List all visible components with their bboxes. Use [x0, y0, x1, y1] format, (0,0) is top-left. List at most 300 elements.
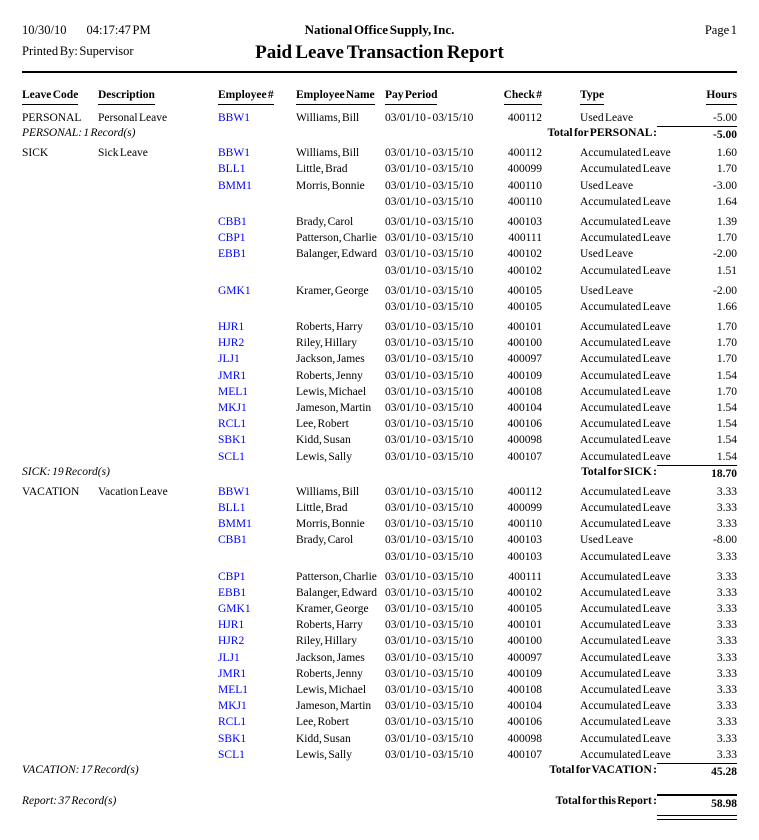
report-header: [22, 22, 737, 64]
employee-number-link[interactable]: CBP1: [218, 232, 246, 245]
description-cell: [98, 368, 218, 384]
hours-cell: 3.33: [716, 651, 737, 664]
col-header-employee-name: [296, 88, 385, 105]
check-number-cell: 400103: [507, 215, 542, 228]
employee-name-cell: Patterson, Charlie: [296, 232, 377, 245]
table-row: [22, 335, 737, 351]
description-cell: [98, 299, 218, 315]
employee-name-cell: Jameson, Martin: [296, 700, 372, 713]
leave-code-cell: [22, 335, 98, 351]
description-cell: [98, 351, 218, 367]
table-row: [22, 449, 737, 465]
pay-period-cell: 03/01/10 - 03/15/10: [385, 353, 474, 366]
description-cell: [98, 384, 218, 400]
employee-number-link[interactable]: SCL1: [218, 450, 245, 463]
section-record-count: SICK: 19 Record(s): [22, 465, 110, 478]
check-number-cell: 400101: [507, 619, 542, 632]
employee-number-link[interactable]: SBK1: [218, 732, 247, 745]
pay-period-cell: 03/01/10 - 03/15/10: [385, 215, 474, 228]
employee-name-cell: Lee, Robert: [296, 716, 349, 729]
leave-type-cell: Accumulated Leave: [580, 434, 671, 447]
description-cell: [98, 319, 218, 335]
pay-period-cell: 03/01/10 - 03/15/10: [385, 570, 474, 583]
report-total-row: [22, 794, 737, 820]
check-number-cell: 400106: [507, 418, 542, 431]
employee-name-cell: Williams, Bill: [296, 485, 360, 498]
leave-type-cell: Accumulated Leave: [580, 385, 671, 398]
leave-code-cell: [22, 432, 98, 448]
hours-cell: 1.70: [716, 385, 737, 398]
table-row: [22, 178, 737, 194]
employee-name-cell: Jameson, Martin: [296, 402, 372, 414]
check-number-cell: 400108: [507, 684, 542, 696]
leave-type-cell: Accumulated Leave: [580, 353, 671, 366]
pay-period-cell: 03/01/10 - 03/15/10: [385, 635, 474, 648]
employee-name-cell: Jackson, James: [296, 651, 365, 664]
check-number-cell: 400098: [507, 732, 542, 745]
description-cell: [98, 400, 218, 416]
check-number-cell: 400104: [507, 700, 542, 713]
employee-number-cell: [218, 549, 296, 565]
pay-period-cell: 03/01/10 - 03/15/10: [385, 112, 474, 124]
hours-cell: 3.33: [716, 700, 737, 713]
leave-code-cell: [22, 416, 98, 432]
employee-name-cell: Roberts, Harry: [296, 619, 363, 632]
employee-name-cell: Lewis, Sally: [296, 748, 352, 761]
leave-type-cell: Accumulated Leave: [580, 635, 671, 648]
check-number-cell: 400107: [507, 748, 542, 761]
hours-cell: 3.33: [716, 570, 737, 583]
hours-cell: -2.00: [713, 284, 737, 297]
employee-number-link[interactable]: GMK1: [218, 603, 251, 616]
check-number-cell: 400102: [507, 264, 542, 277]
check-number-cell: 400103: [507, 550, 542, 563]
employee-name-cell: Morris, Bonnie: [296, 518, 365, 531]
leave-type-cell: Used Leave: [580, 284, 634, 297]
table-row: [22, 601, 737, 617]
table-row: [22, 246, 737, 262]
table-row: [22, 368, 737, 384]
leave-type-cell: Accumulated Leave: [580, 716, 671, 729]
hours-cell: 3.33: [716, 716, 737, 729]
pay-period-cell: 03/01/10 - 03/15/10: [385, 450, 474, 463]
employee-name-cell: [296, 549, 385, 565]
leave-code-cell: [22, 351, 98, 367]
employee-number-link[interactable]: CBB1: [218, 215, 247, 228]
check-number-cell: 400111: [508, 232, 542, 245]
hours-cell: -8.00: [713, 534, 737, 547]
table-row: [22, 214, 737, 230]
leave-code-cell: [22, 601, 98, 617]
print-time: 04:17:47 PM: [86, 23, 151, 37]
employee-name-cell: Lee, Robert: [296, 418, 349, 431]
check-number-cell: 400101: [507, 321, 542, 334]
table-row: [22, 747, 737, 763]
employee-number-link[interactable]: MEL1: [218, 385, 249, 398]
employee-number-link[interactable]: SCL1: [218, 748, 245, 761]
employee-name-cell: Kidd, Susan: [296, 434, 351, 447]
hours-cell: 1.60: [716, 147, 737, 160]
section-total-value: 45.28: [657, 763, 737, 780]
employee-name-cell: [296, 299, 385, 315]
employee-number-link[interactable]: JLJ1: [218, 353, 240, 366]
hours-cell: 1.39: [716, 215, 737, 228]
employee-name-cell: Patterson, Charlie: [296, 570, 377, 583]
employee-name-cell: Lewis, Sally: [296, 450, 352, 463]
description-cell: [98, 714, 218, 730]
employee-name-cell: Lewis, Michael: [296, 385, 367, 398]
employee-name-cell: Kramer, George: [296, 284, 369, 297]
pay-period-cell: 03/01/10 - 03/15/10: [385, 586, 474, 599]
leave-type-cell: Accumulated Leave: [580, 732, 671, 745]
employee-number-link[interactable]: EBB1: [218, 248, 247, 261]
employee-number-link[interactable]: RCL1: [218, 418, 247, 431]
employee-number-cell: [218, 194, 296, 210]
company-name: National Office Supply, Inc.: [304, 22, 455, 37]
table-row: [22, 532, 737, 548]
description-cell: [98, 731, 218, 747]
check-number-cell: 400097: [507, 353, 542, 366]
employee-number-link[interactable]: MEL1: [218, 684, 249, 696]
table-row: [22, 516, 737, 532]
leave-type-cell: Accumulated Leave: [580, 337, 671, 350]
check-number-cell: 400099: [507, 501, 542, 514]
table-row: [22, 351, 737, 367]
description-cell: [98, 747, 218, 763]
description-cell: [98, 601, 218, 617]
description-cell: Sick Leave: [98, 147, 148, 160]
leave-type-cell: Used Leave: [580, 534, 634, 547]
description-cell: [98, 230, 218, 246]
leave-type-cell: Accumulated Leave: [580, 232, 671, 245]
employee-number-link[interactable]: BLL1: [218, 501, 246, 514]
pay-period-cell: 03/01/10 - 03/15/10: [385, 651, 474, 664]
leave-type-cell: Accumulated Leave: [580, 215, 671, 228]
leave-code-cell: SICK: [22, 147, 49, 160]
pay-period-cell: 03/01/10 - 03/15/10: [385, 163, 474, 176]
hours-cell: 1.70: [716, 232, 737, 245]
employee-number-link[interactable]: BBW1: [218, 147, 250, 160]
check-number-cell: 400110: [507, 518, 542, 531]
description-cell: [98, 449, 218, 465]
col-header-leave-code-label: Leave Code: [22, 88, 78, 105]
hours-cell: 3.33: [716, 684, 737, 696]
leave-type-cell: Accumulated Leave: [580, 651, 671, 664]
employee-number-link[interactable]: BMM1: [218, 179, 252, 192]
description-cell: [98, 335, 218, 351]
employee-number-link[interactable]: MKJ1: [218, 700, 247, 713]
table-row: [22, 714, 737, 730]
description-cell: [98, 263, 218, 279]
employee-name-cell: Lewis, Michael: [296, 684, 367, 696]
employee-name-cell: Balanger, Edward: [296, 248, 378, 261]
leave-type-cell: Used Leave: [580, 112, 634, 124]
report-total-double-underline: [657, 815, 737, 820]
employee-number-link[interactable]: BBW1: [218, 112, 250, 124]
employee-name-cell: Brady, Carol: [296, 215, 354, 228]
leave-type-cell: Accumulated Leave: [580, 195, 671, 208]
employee-number-link[interactable]: CBB1: [218, 534, 247, 547]
employee-name-cell: Little, Brad: [296, 501, 348, 514]
leave-type-cell: Used Leave: [580, 248, 634, 261]
section-total-value: 18.70: [657, 465, 737, 482]
pay-period-cell: 03/01/10 - 03/15/10: [385, 385, 474, 398]
leave-code-cell: [22, 747, 98, 763]
section-total-row: [22, 465, 737, 482]
col-header-pay-period-label: Pay Period: [385, 88, 437, 105]
employee-number-link[interactable]: BBW1: [218, 485, 250, 498]
pay-period-cell: 03/01/10 - 03/15/10: [385, 501, 474, 514]
table-row: [22, 384, 737, 400]
table-row: [22, 400, 737, 416]
hours-cell: 1.70: [716, 353, 737, 366]
pay-period-cell: 03/01/10 - 03/15/10: [385, 147, 474, 160]
leave-type-cell: Accumulated Leave: [580, 485, 671, 498]
pay-period-cell: 03/01/10 - 03/15/10: [385, 716, 474, 729]
employee-number-cell: [218, 263, 296, 279]
col-header-description-label: Description: [98, 88, 155, 105]
employee-name-cell: Williams, Bill: [296, 112, 360, 124]
table-row: [22, 194, 737, 210]
hours-cell: 3.33: [716, 586, 737, 599]
description-cell: [98, 682, 218, 698]
pay-period-cell: 03/01/10 - 03/15/10: [385, 485, 474, 498]
hours-cell: 1.70: [716, 163, 737, 176]
description-cell: [98, 666, 218, 682]
hours-cell: -5.00: [713, 112, 737, 124]
employee-name-cell: Jackson, James: [296, 353, 365, 366]
table-row: [22, 682, 737, 698]
section-total-value: -5.00: [657, 126, 737, 143]
employee-number-link[interactable]: GMK1: [218, 284, 251, 297]
hours-cell: 3.33: [716, 748, 737, 761]
leave-code-cell: [22, 682, 98, 698]
pay-period-cell: 03/01/10 - 03/15/10: [385, 284, 474, 297]
leave-type-cell: Used Leave: [580, 179, 634, 192]
hours-cell: 1.54: [716, 402, 737, 414]
table-row: [22, 230, 737, 246]
pay-period-cell: 03/01/10 - 03/15/10: [385, 550, 474, 563]
description-cell: [98, 516, 218, 532]
employee-number-link[interactable]: JMR1: [218, 667, 247, 680]
check-number-cell: 400102: [507, 248, 542, 261]
leave-code-cell: [22, 230, 98, 246]
leave-code-cell: [22, 666, 98, 682]
employee-number-link[interactable]: EBB1: [218, 586, 247, 599]
pay-period-cell: 03/01/10 - 03/15/10: [385, 369, 474, 382]
pay-period-cell: 03/01/10 - 03/15/10: [385, 264, 474, 277]
leave-code-cell: VACATION: [22, 485, 80, 498]
col-header-check-no-label: Check #: [504, 88, 542, 105]
leave-code-cell: [22, 633, 98, 649]
description-cell: [98, 650, 218, 666]
hours-cell: 1.54: [716, 369, 737, 382]
col-header-hours-label: Hours: [706, 88, 737, 105]
pay-period-cell: 03/01/10 - 03/15/10: [385, 667, 474, 680]
check-number-cell: 400105: [507, 284, 542, 297]
hours-cell: 3.33: [716, 485, 737, 498]
check-number-cell: 400112: [507, 147, 542, 160]
hours-cell: 3.33: [716, 518, 737, 531]
table-row: [22, 319, 737, 335]
table-row: [22, 263, 737, 279]
description-cell: [98, 569, 218, 585]
table-row: [22, 500, 737, 516]
employee-name-cell: Roberts, Jenny: [296, 667, 363, 680]
employee-name-cell: Roberts, Harry: [296, 321, 363, 334]
col-header-type: [542, 88, 657, 105]
col-header-pay-period: [385, 88, 497, 105]
hours-cell: 1.54: [716, 418, 737, 431]
col-header-employee-name-label: Employee Name: [296, 88, 375, 105]
leave-code-cell: [22, 283, 98, 299]
table-row: [22, 633, 737, 649]
leave-type-cell: Accumulated Leave: [580, 518, 671, 531]
leave-code-cell: [22, 650, 98, 666]
pay-period-cell: 03/01/10 - 03/15/10: [385, 732, 474, 745]
header-center: [255, 22, 504, 64]
table-row: [22, 283, 737, 299]
pay-period-cell: 03/01/10 - 03/15/10: [385, 619, 474, 632]
check-number-cell: 400099: [507, 163, 542, 176]
hours-cell: 3.33: [716, 667, 737, 680]
table-row: [22, 110, 737, 126]
check-number-cell: 400098: [507, 434, 542, 447]
hours-cell: 1.54: [716, 434, 737, 447]
pay-period-cell: 03/01/10 - 03/15/10: [385, 748, 474, 761]
table-row: [22, 731, 737, 747]
table-row: [22, 569, 737, 585]
leave-type-cell: Accumulated Leave: [580, 700, 671, 713]
employee-number-link[interactable]: BMM1: [218, 518, 252, 531]
hours-cell: 3.33: [716, 603, 737, 616]
hours-cell: 3.33: [716, 501, 737, 514]
hours-cell: 3.33: [716, 550, 737, 563]
employee-name-cell: Balanger, Edward: [296, 586, 378, 599]
description-cell: [98, 585, 218, 601]
check-number-cell: 400108: [507, 385, 542, 398]
check-number-cell: 400100: [507, 337, 542, 350]
report-title: Paid Leave Transaction Report: [255, 42, 504, 63]
leave-type-cell: Accumulated Leave: [580, 501, 671, 514]
employee-name-cell: Riley, Hillary: [296, 337, 357, 350]
hours-cell: 1.70: [716, 321, 737, 334]
leave-code-cell: [22, 319, 98, 335]
leave-type-cell: Accumulated Leave: [580, 586, 671, 599]
leave-code-cell: [22, 500, 98, 516]
table-row: [22, 161, 737, 177]
check-number-cell: 400097: [507, 651, 542, 664]
leave-type-cell: Accumulated Leave: [580, 147, 671, 160]
leave-code-cell: [22, 214, 98, 230]
hours-cell: 3.33: [716, 635, 737, 648]
section-total-label: Total for VACATION :: [549, 763, 657, 776]
table-row: [22, 432, 737, 448]
report-total-label: Total for this Report :: [555, 794, 657, 807]
leave-type-cell: Accumulated Leave: [580, 418, 671, 431]
description-cell: [98, 416, 218, 432]
description-cell: [98, 161, 218, 177]
check-number-cell: 400105: [507, 300, 542, 313]
page-number: Page 1: [704, 23, 737, 37]
check-number-cell: 400107: [507, 450, 542, 463]
leave-code-cell: [22, 532, 98, 548]
leave-type-cell: Accumulated Leave: [580, 369, 671, 382]
table-row: [22, 549, 737, 565]
employee-name-cell: Roberts, Jenny: [296, 369, 363, 382]
hours-cell: 1.64: [716, 195, 737, 208]
leave-code-cell: [22, 516, 98, 532]
leave-code-cell: [22, 246, 98, 262]
employee-number-link[interactable]: CBP1: [218, 570, 246, 583]
leave-code-cell: [22, 161, 98, 177]
leave-type-cell: Accumulated Leave: [580, 667, 671, 680]
col-header-description: [98, 88, 218, 105]
employee-number-link[interactable]: HJR2: [218, 337, 245, 350]
col-header-hours: [657, 88, 737, 105]
employee-name-cell: Brady, Carol: [296, 534, 354, 547]
hours-cell: -3.00: [713, 179, 737, 192]
check-number-cell: 400103: [507, 534, 542, 547]
employee-number-link[interactable]: HJR2: [218, 635, 245, 648]
check-number-cell: 400104: [507, 402, 542, 414]
hours-cell: 3.33: [716, 732, 737, 745]
table-row: [22, 698, 737, 714]
employee-number-link[interactable]: RCL1: [218, 716, 247, 729]
description-cell: [98, 549, 218, 565]
leave-code-cell: [22, 617, 98, 633]
col-header-check-no: [497, 88, 542, 105]
table-row: [22, 666, 737, 682]
description-cell: [98, 214, 218, 230]
leave-code-cell: [22, 384, 98, 400]
leave-code-cell: [22, 714, 98, 730]
description-cell: Personal Leave: [98, 112, 168, 124]
pay-period-cell: 03/01/10 - 03/15/10: [385, 179, 474, 192]
hours-cell: -2.00: [713, 248, 737, 261]
col-header-employee-no: [218, 88, 296, 105]
employee-name-cell: Kidd, Susan: [296, 732, 351, 745]
pay-period-cell: 03/01/10 - 03/15/10: [385, 684, 474, 696]
leave-code-cell: [22, 731, 98, 747]
employee-number-link[interactable]: HJR1: [218, 321, 245, 334]
employee-number-link[interactable]: SBK1: [218, 434, 247, 447]
pay-period-cell: 03/01/10 - 03/15/10: [385, 700, 474, 713]
hours-cell: 1.51: [716, 264, 737, 277]
leave-code-cell: [22, 299, 98, 315]
employee-number-link[interactable]: MKJ1: [218, 402, 247, 414]
employee-name-cell: Kramer, George: [296, 603, 369, 616]
hours-cell: 1.70: [716, 337, 737, 350]
employee-number-link[interactable]: BLL1: [218, 163, 246, 176]
pay-period-cell: 03/01/10 - 03/15/10: [385, 195, 474, 208]
report-body: [22, 110, 737, 780]
section-total-label: Total for PERSONAL :: [547, 127, 657, 140]
employee-number-link[interactable]: JLJ1: [218, 651, 240, 664]
leave-type-cell: Accumulated Leave: [580, 570, 671, 583]
description-cell: Vacation Leave: [98, 485, 168, 498]
leave-code-cell: [22, 400, 98, 416]
check-number-cell: 400106: [507, 716, 542, 729]
employee-number-link[interactable]: HJR1: [218, 619, 245, 632]
header-divider: [22, 71, 737, 73]
check-number-cell: 400102: [507, 586, 542, 599]
print-date: 10/30/10: [22, 23, 67, 37]
employee-number-link[interactable]: JMR1: [218, 369, 247, 382]
leave-type-cell: Accumulated Leave: [580, 619, 671, 632]
col-header-employee-no-label: Employee #: [218, 88, 274, 105]
hours-cell: 3.33: [716, 619, 737, 632]
